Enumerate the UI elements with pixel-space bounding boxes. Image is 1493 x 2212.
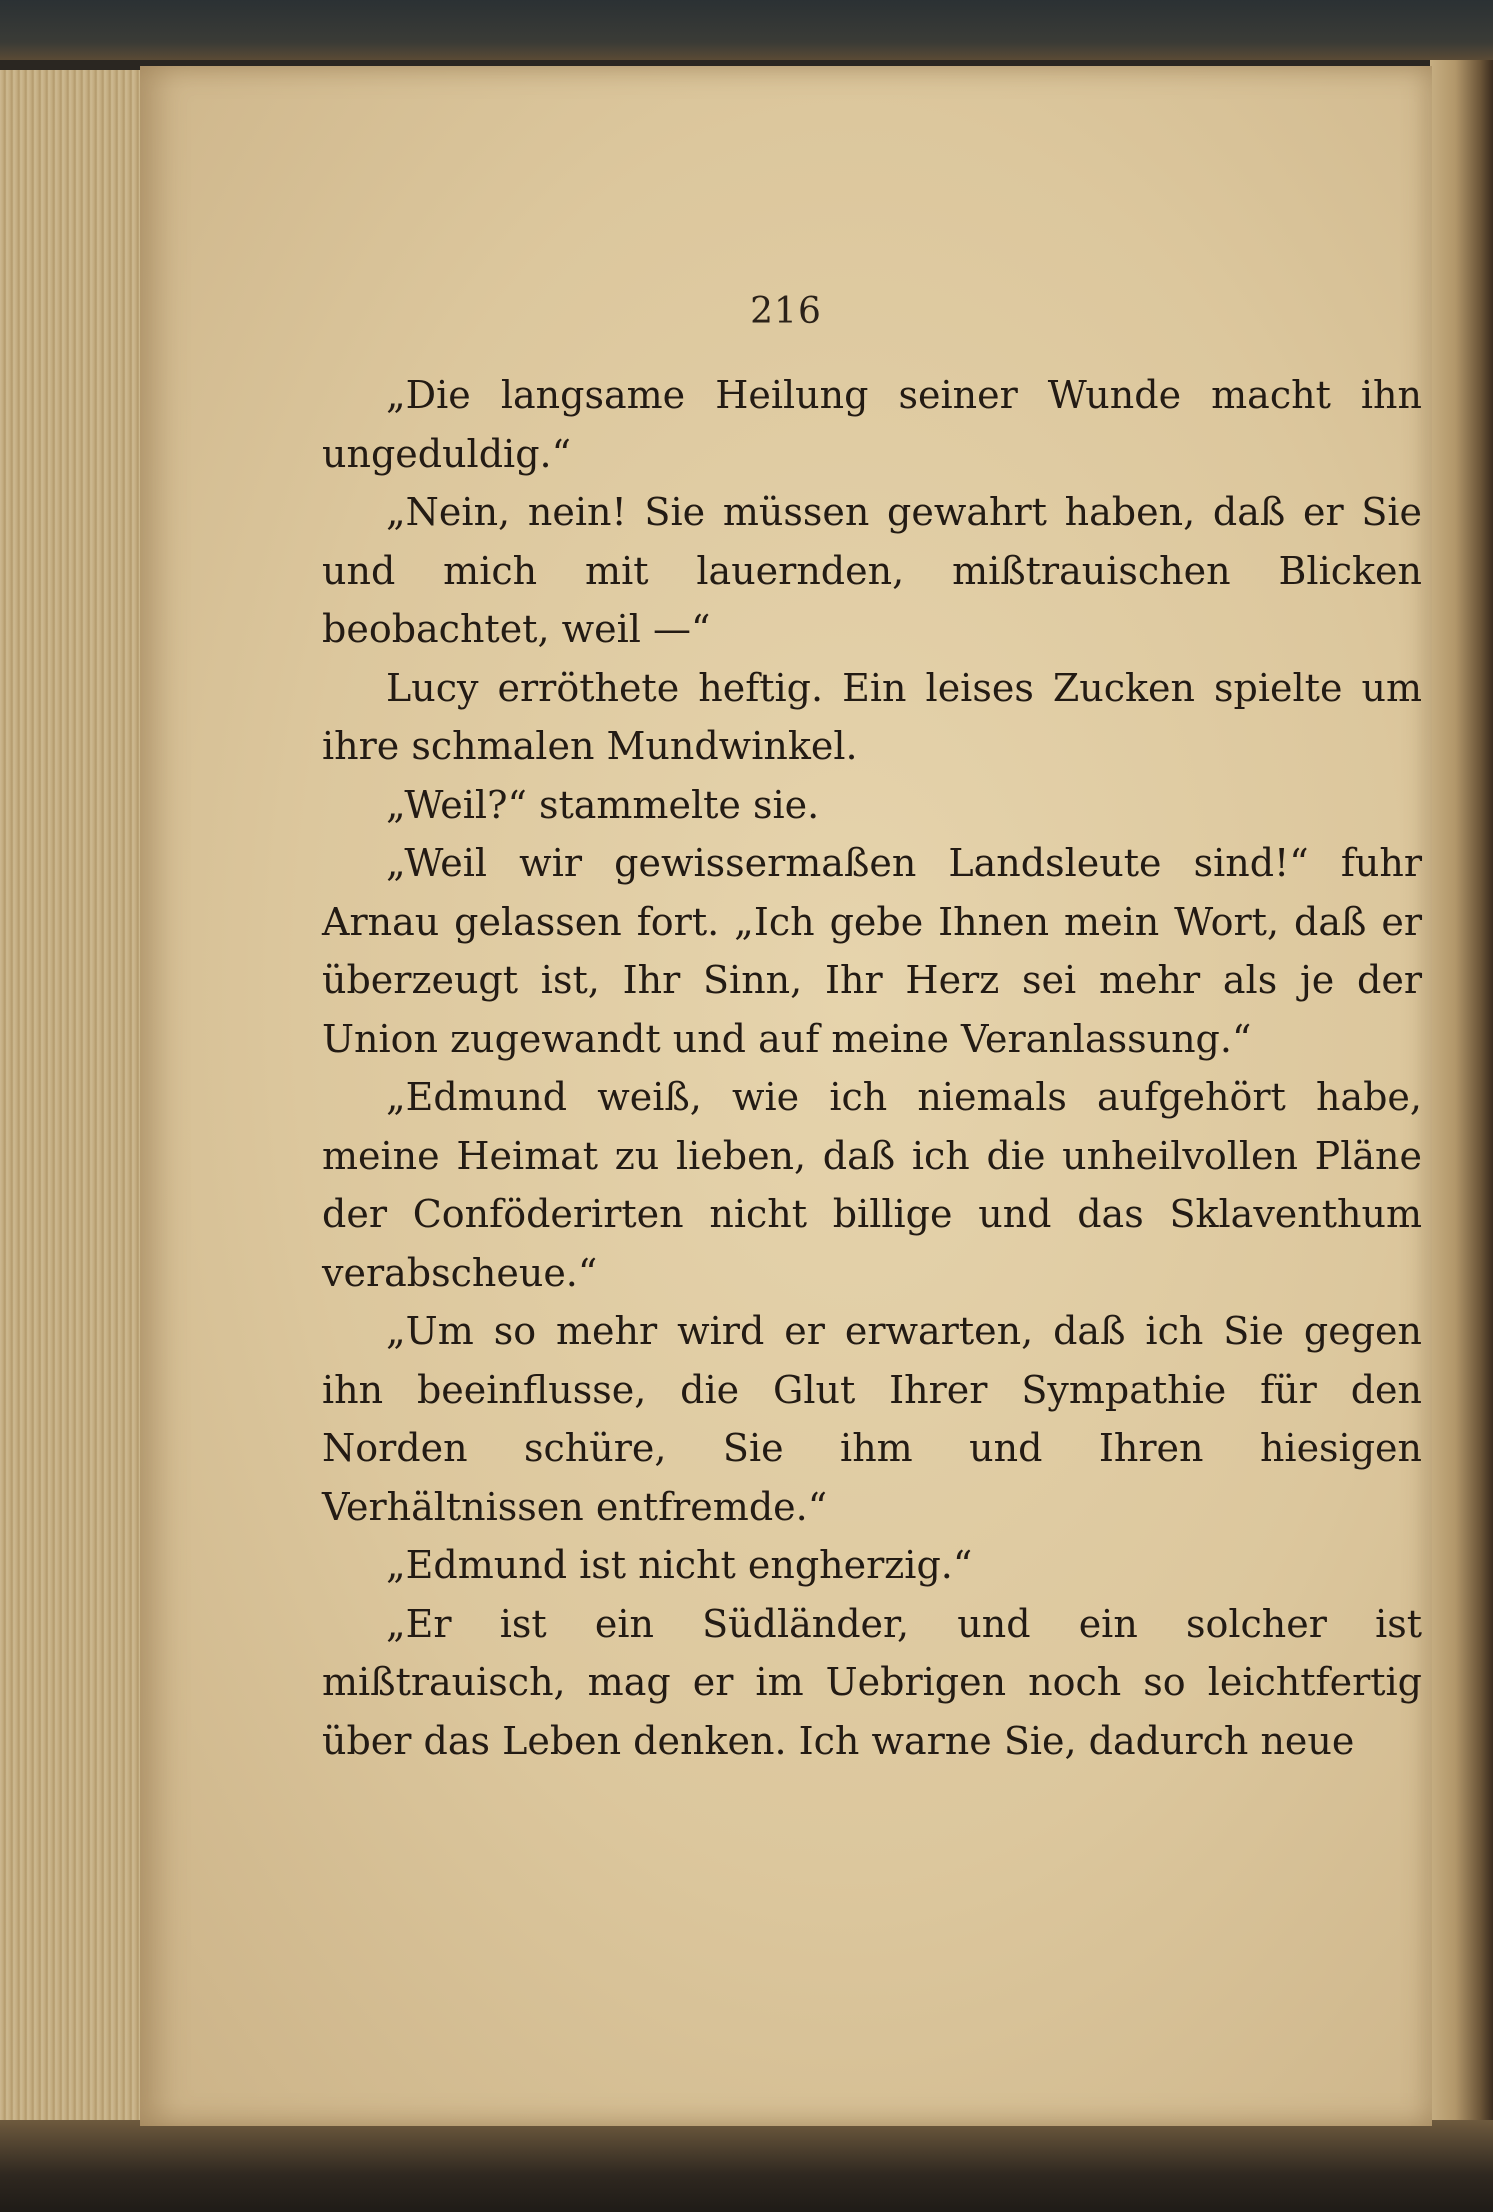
paragraph: „Die langsame Heilung seiner Wunde macht ihn ungeduldig.“ (322, 373, 1422, 476)
page-number: 216 (750, 291, 822, 332)
paragraph: Lucy erröthete heftig. Ein leises Zucken spielte um ihre schmalen Mundwinkel. (322, 665, 1422, 768)
paragraph: „Edmund weiß, wie ich niemals aufgehört habe, meine Heimat zu lieben, daß ich die unheilvollen Pläne der Conföderirten nicht billige und das Sklaventhum verabscheue.“ (322, 1075, 1422, 1295)
book-bottom-edge (0, 2120, 1493, 2212)
paragraph: „Um so mehr wird er erwarten, daß ich Sie gegen ihn beeinflusse, die Glut Ihrer Sympathie für den Norden schüre, Sie ihm und Ihren hiesigen Verhältnissen entfremde.“ (322, 1309, 1422, 1529)
book-binding-top (0, 0, 1493, 60)
paragraph: „Weil?“ stammelte sie. (386, 782, 820, 827)
paragraph: „Nein, nein! Sie müssen gewahrt haben, daß er Sie und mich mit lauernden, mißtrauischen Blicken beobachtet, weil —“ (322, 490, 1422, 651)
paragraph: „Er ist ein Südländer, und ein solcher ist mißtrauisch, mag er im Uebrigen noch so leichtfertig über das Leben denken. Ich warne Sie, dadurch neue (322, 1601, 1422, 1763)
page-edge-right (1430, 60, 1493, 2150)
body-text (322, 366, 1422, 1770)
paragraph: „Weil wir gewissermaßen Landsleute sind!“ fuhr Arnau gelassen fort. „Ich gebe Ihnen mein Wort, daß er überzeugt ist, Ihr Sinn, Ihr Herz sei mehr als je der Union zugewandt und auf meine Veranlassung.“ (322, 841, 1422, 1061)
book-page (140, 66, 1432, 2126)
page-edges-left (0, 70, 142, 2120)
paragraph: „Edmund ist nicht engherzig.“ (386, 1543, 973, 1587)
